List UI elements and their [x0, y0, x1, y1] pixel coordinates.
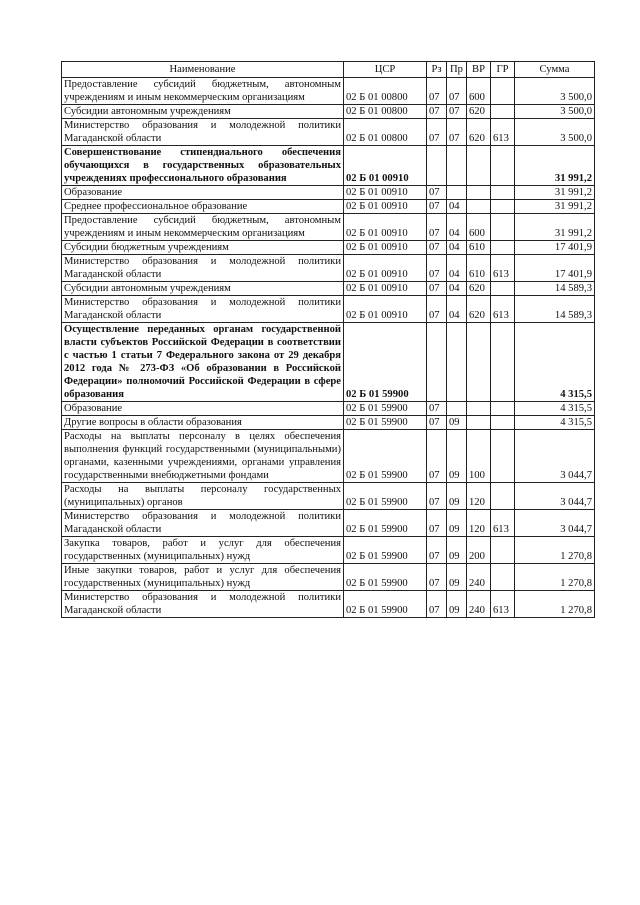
cell-name: Расходы на выплаты персоналу государственных (муниципальных) органов [62, 483, 344, 510]
cell-rz: 07 [427, 200, 447, 214]
header-sum: Сумма [515, 62, 595, 78]
header-pr: Пр [447, 62, 467, 78]
cell-pr: 09 [447, 537, 467, 564]
cell-pr [447, 323, 467, 402]
table-row [62, 119, 595, 146]
cell-sum: 3 044,7 [515, 510, 595, 537]
cell-rz: 07 [427, 416, 447, 430]
cell-vr: 240 [467, 591, 491, 618]
cell-csr: 02 Б 01 00910 [344, 186, 427, 200]
cell-sum: 1 270,8 [515, 537, 595, 564]
cell-gr [491, 78, 515, 105]
cell-pr [447, 186, 467, 200]
cell-name: Среднее профессиональное образование [62, 200, 344, 214]
cell-vr: 200 [467, 537, 491, 564]
table-row [62, 255, 595, 282]
table-row [62, 323, 595, 402]
table-row [62, 564, 595, 591]
table-row [62, 296, 595, 323]
cell-csr: 02 Б 01 59900 [344, 430, 427, 483]
cell-sum: 14 589,3 [515, 282, 595, 296]
cell-vr: 620 [467, 119, 491, 146]
cell-sum: 3 044,7 [515, 483, 595, 510]
cell-rz [427, 323, 447, 402]
cell-sum: 1 270,8 [515, 564, 595, 591]
cell-rz [427, 146, 447, 186]
cell-vr [467, 416, 491, 430]
cell-name: Министерство образования и молодежной политики Магаданской области [62, 119, 344, 146]
cell-rz: 07 [427, 105, 447, 119]
cell-sum: 4 315,5 [515, 402, 595, 416]
cell-vr: 100 [467, 430, 491, 483]
cell-pr: 09 [447, 430, 467, 483]
cell-csr: 02 Б 01 00910 [344, 255, 427, 282]
cell-pr: 04 [447, 282, 467, 296]
table-row [62, 105, 595, 119]
cell-sum: 17 401,9 [515, 241, 595, 255]
cell-pr: 07 [447, 78, 467, 105]
table-row [62, 241, 595, 255]
table-row [62, 483, 595, 510]
table-row [62, 78, 595, 105]
cell-rz: 07 [427, 483, 447, 510]
table-row [62, 402, 595, 416]
cell-vr: 120 [467, 483, 491, 510]
table-row [62, 510, 595, 537]
cell-sum: 31 991,2 [515, 186, 595, 200]
cell-csr: 02 Б 01 59900 [344, 416, 427, 430]
cell-vr: 600 [467, 214, 491, 241]
cell-rz: 07 [427, 430, 447, 483]
table-body [62, 78, 595, 618]
cell-gr [491, 537, 515, 564]
cell-gr [491, 430, 515, 483]
cell-name: Осуществление переданных органам государственной власти субъектов Российской Федерации в соответствии с частью 1 статьи 7 Федерального закона от 29 декабря 2012 года № 273-ФЗ «Об образовании в Российской Федерации» полномочий Российской Федерации в сфере образования [62, 323, 344, 402]
cell-vr: 620 [467, 282, 491, 296]
cell-csr: 02 Б 01 00910 [344, 241, 427, 255]
cell-csr: 02 Б 01 00910 [344, 296, 427, 323]
cell-csr: 02 Б 01 59900 [344, 323, 427, 402]
cell-gr [491, 241, 515, 255]
cell-pr: 04 [447, 296, 467, 323]
cell-name: Образование [62, 186, 344, 200]
table-header [62, 62, 595, 78]
cell-gr [491, 200, 515, 214]
cell-gr [491, 323, 515, 402]
header-gr: ГР [491, 62, 515, 78]
cell-pr: 09 [447, 564, 467, 591]
cell-csr: 02 Б 01 59900 [344, 591, 427, 618]
cell-gr [491, 416, 515, 430]
cell-csr: 02 Б 01 00910 [344, 146, 427, 186]
cell-gr: 613 [491, 296, 515, 323]
cell-csr: 02 Б 01 00910 [344, 214, 427, 241]
cell-gr: 613 [491, 255, 515, 282]
cell-csr: 02 Б 01 59900 [344, 564, 427, 591]
cell-rz: 07 [427, 282, 447, 296]
cell-rz: 07 [427, 78, 447, 105]
cell-vr: 240 [467, 564, 491, 591]
cell-rz: 07 [427, 510, 447, 537]
cell-vr [467, 323, 491, 402]
cell-gr [491, 564, 515, 591]
cell-pr: 09 [447, 416, 467, 430]
cell-name: Расходы на выплаты персоналу в целях обеспечения выполнения функций государственными (муниципальными) органами, казенными учреждениями, органами управления государственными внебюджетными фондами [62, 430, 344, 483]
cell-name: Предоставление субсидий бюджетным, автономным учреждениям и иным некоммерческим организациям [62, 214, 344, 241]
cell-pr [447, 402, 467, 416]
cell-gr: 613 [491, 119, 515, 146]
cell-gr [491, 186, 515, 200]
cell-vr [467, 146, 491, 186]
cell-sum: 31 991,2 [515, 146, 595, 186]
cell-name: Министерство образования и молодежной политики Магаданской области [62, 255, 344, 282]
table-row [62, 146, 595, 186]
cell-csr: 02 Б 01 00800 [344, 105, 427, 119]
cell-sum: 3 044,7 [515, 430, 595, 483]
cell-sum: 3 500,0 [515, 78, 595, 105]
cell-rz: 07 [427, 255, 447, 282]
cell-sum: 1 270,8 [515, 591, 595, 618]
header-row [62, 62, 595, 78]
cell-csr: 02 Б 01 00800 [344, 78, 427, 105]
cell-name: Другие вопросы в области образования [62, 416, 344, 430]
cell-pr: 09 [447, 483, 467, 510]
cell-name: Министерство образования и молодежной политики Магаданской области [62, 510, 344, 537]
header-vr: ВР [467, 62, 491, 78]
cell-rz: 07 [427, 402, 447, 416]
table-row [62, 591, 595, 618]
cell-vr [467, 402, 491, 416]
cell-gr: 613 [491, 591, 515, 618]
cell-rz: 07 [427, 241, 447, 255]
table-row [62, 282, 595, 296]
cell-pr: 07 [447, 119, 467, 146]
cell-pr: 09 [447, 510, 467, 537]
cell-rz: 07 [427, 296, 447, 323]
cell-gr [491, 146, 515, 186]
cell-name: Образование [62, 402, 344, 416]
cell-gr [491, 214, 515, 241]
cell-sum: 31 991,2 [515, 214, 595, 241]
cell-rz: 07 [427, 564, 447, 591]
table-row [62, 200, 595, 214]
cell-vr: 120 [467, 510, 491, 537]
cell-vr: 610 [467, 255, 491, 282]
cell-sum: 4 315,5 [515, 323, 595, 402]
cell-csr: 02 Б 01 59900 [344, 510, 427, 537]
cell-pr: 04 [447, 241, 467, 255]
cell-sum: 31 991,2 [515, 200, 595, 214]
cell-name: Министерство образования и молодежной политики Магаданской области [62, 296, 344, 323]
cell-vr [467, 200, 491, 214]
cell-name: Министерство образования и молодежной политики Магаданской области [62, 591, 344, 618]
cell-name: Закупка товаров, работ и услуг для обеспечения государственных (муниципальных) нужд [62, 537, 344, 564]
cell-pr: 07 [447, 105, 467, 119]
cell-name: Субсидии автономным учреждениям [62, 282, 344, 296]
cell-rz: 07 [427, 591, 447, 618]
cell-csr: 02 Б 01 59900 [344, 483, 427, 510]
cell-csr: 02 Б 01 00910 [344, 282, 427, 296]
table-row [62, 430, 595, 483]
cell-gr [491, 483, 515, 510]
cell-rz: 07 [427, 537, 447, 564]
cell-csr: 02 Б 01 00910 [344, 200, 427, 214]
cell-pr: 04 [447, 214, 467, 241]
cell-pr: 04 [447, 200, 467, 214]
cell-rz: 07 [427, 186, 447, 200]
cell-name: Субсидии автономным учреждениям [62, 105, 344, 119]
cell-vr: 620 [467, 105, 491, 119]
cell-name: Иные закупки товаров, работ и услуг для обеспечения государственных (муниципальных) нужд [62, 564, 344, 591]
header-rz: Рз [427, 62, 447, 78]
header-csr: ЦСР [344, 62, 427, 78]
cell-name: Совершенствование стипендиального обеспечения обучающихся в государственных образовательных учреждениях профессионального образования [62, 146, 344, 186]
cell-csr: 02 Б 01 59900 [344, 402, 427, 416]
cell-csr: 02 Б 01 59900 [344, 537, 427, 564]
cell-gr [491, 105, 515, 119]
cell-sum: 3 500,0 [515, 119, 595, 146]
cell-pr [447, 146, 467, 186]
cell-gr: 613 [491, 510, 515, 537]
cell-gr [491, 402, 515, 416]
cell-pr: 04 [447, 255, 467, 282]
table-row [62, 416, 595, 430]
cell-rz: 07 [427, 119, 447, 146]
cell-vr: 610 [467, 241, 491, 255]
table-row [62, 537, 595, 564]
cell-vr [467, 186, 491, 200]
cell-vr: 600 [467, 78, 491, 105]
cell-pr: 09 [447, 591, 467, 618]
cell-sum: 17 401,9 [515, 255, 595, 282]
cell-vr: 620 [467, 296, 491, 323]
table-row [62, 214, 595, 241]
cell-gr [491, 282, 515, 296]
cell-name: Предоставление субсидий бюджетным, автономным учреждениям и иным некоммерческим организациям [62, 78, 344, 105]
cell-sum: 14 589,3 [515, 296, 595, 323]
header-name: Наименование [62, 62, 344, 78]
table-row [62, 186, 595, 200]
cell-sum: 4 315,5 [515, 416, 595, 430]
budget-table [61, 61, 595, 618]
cell-rz: 07 [427, 214, 447, 241]
cell-sum: 3 500,0 [515, 105, 595, 119]
cell-name: Субсидии бюджетным учреждениям [62, 241, 344, 255]
cell-csr: 02 Б 01 00800 [344, 119, 427, 146]
